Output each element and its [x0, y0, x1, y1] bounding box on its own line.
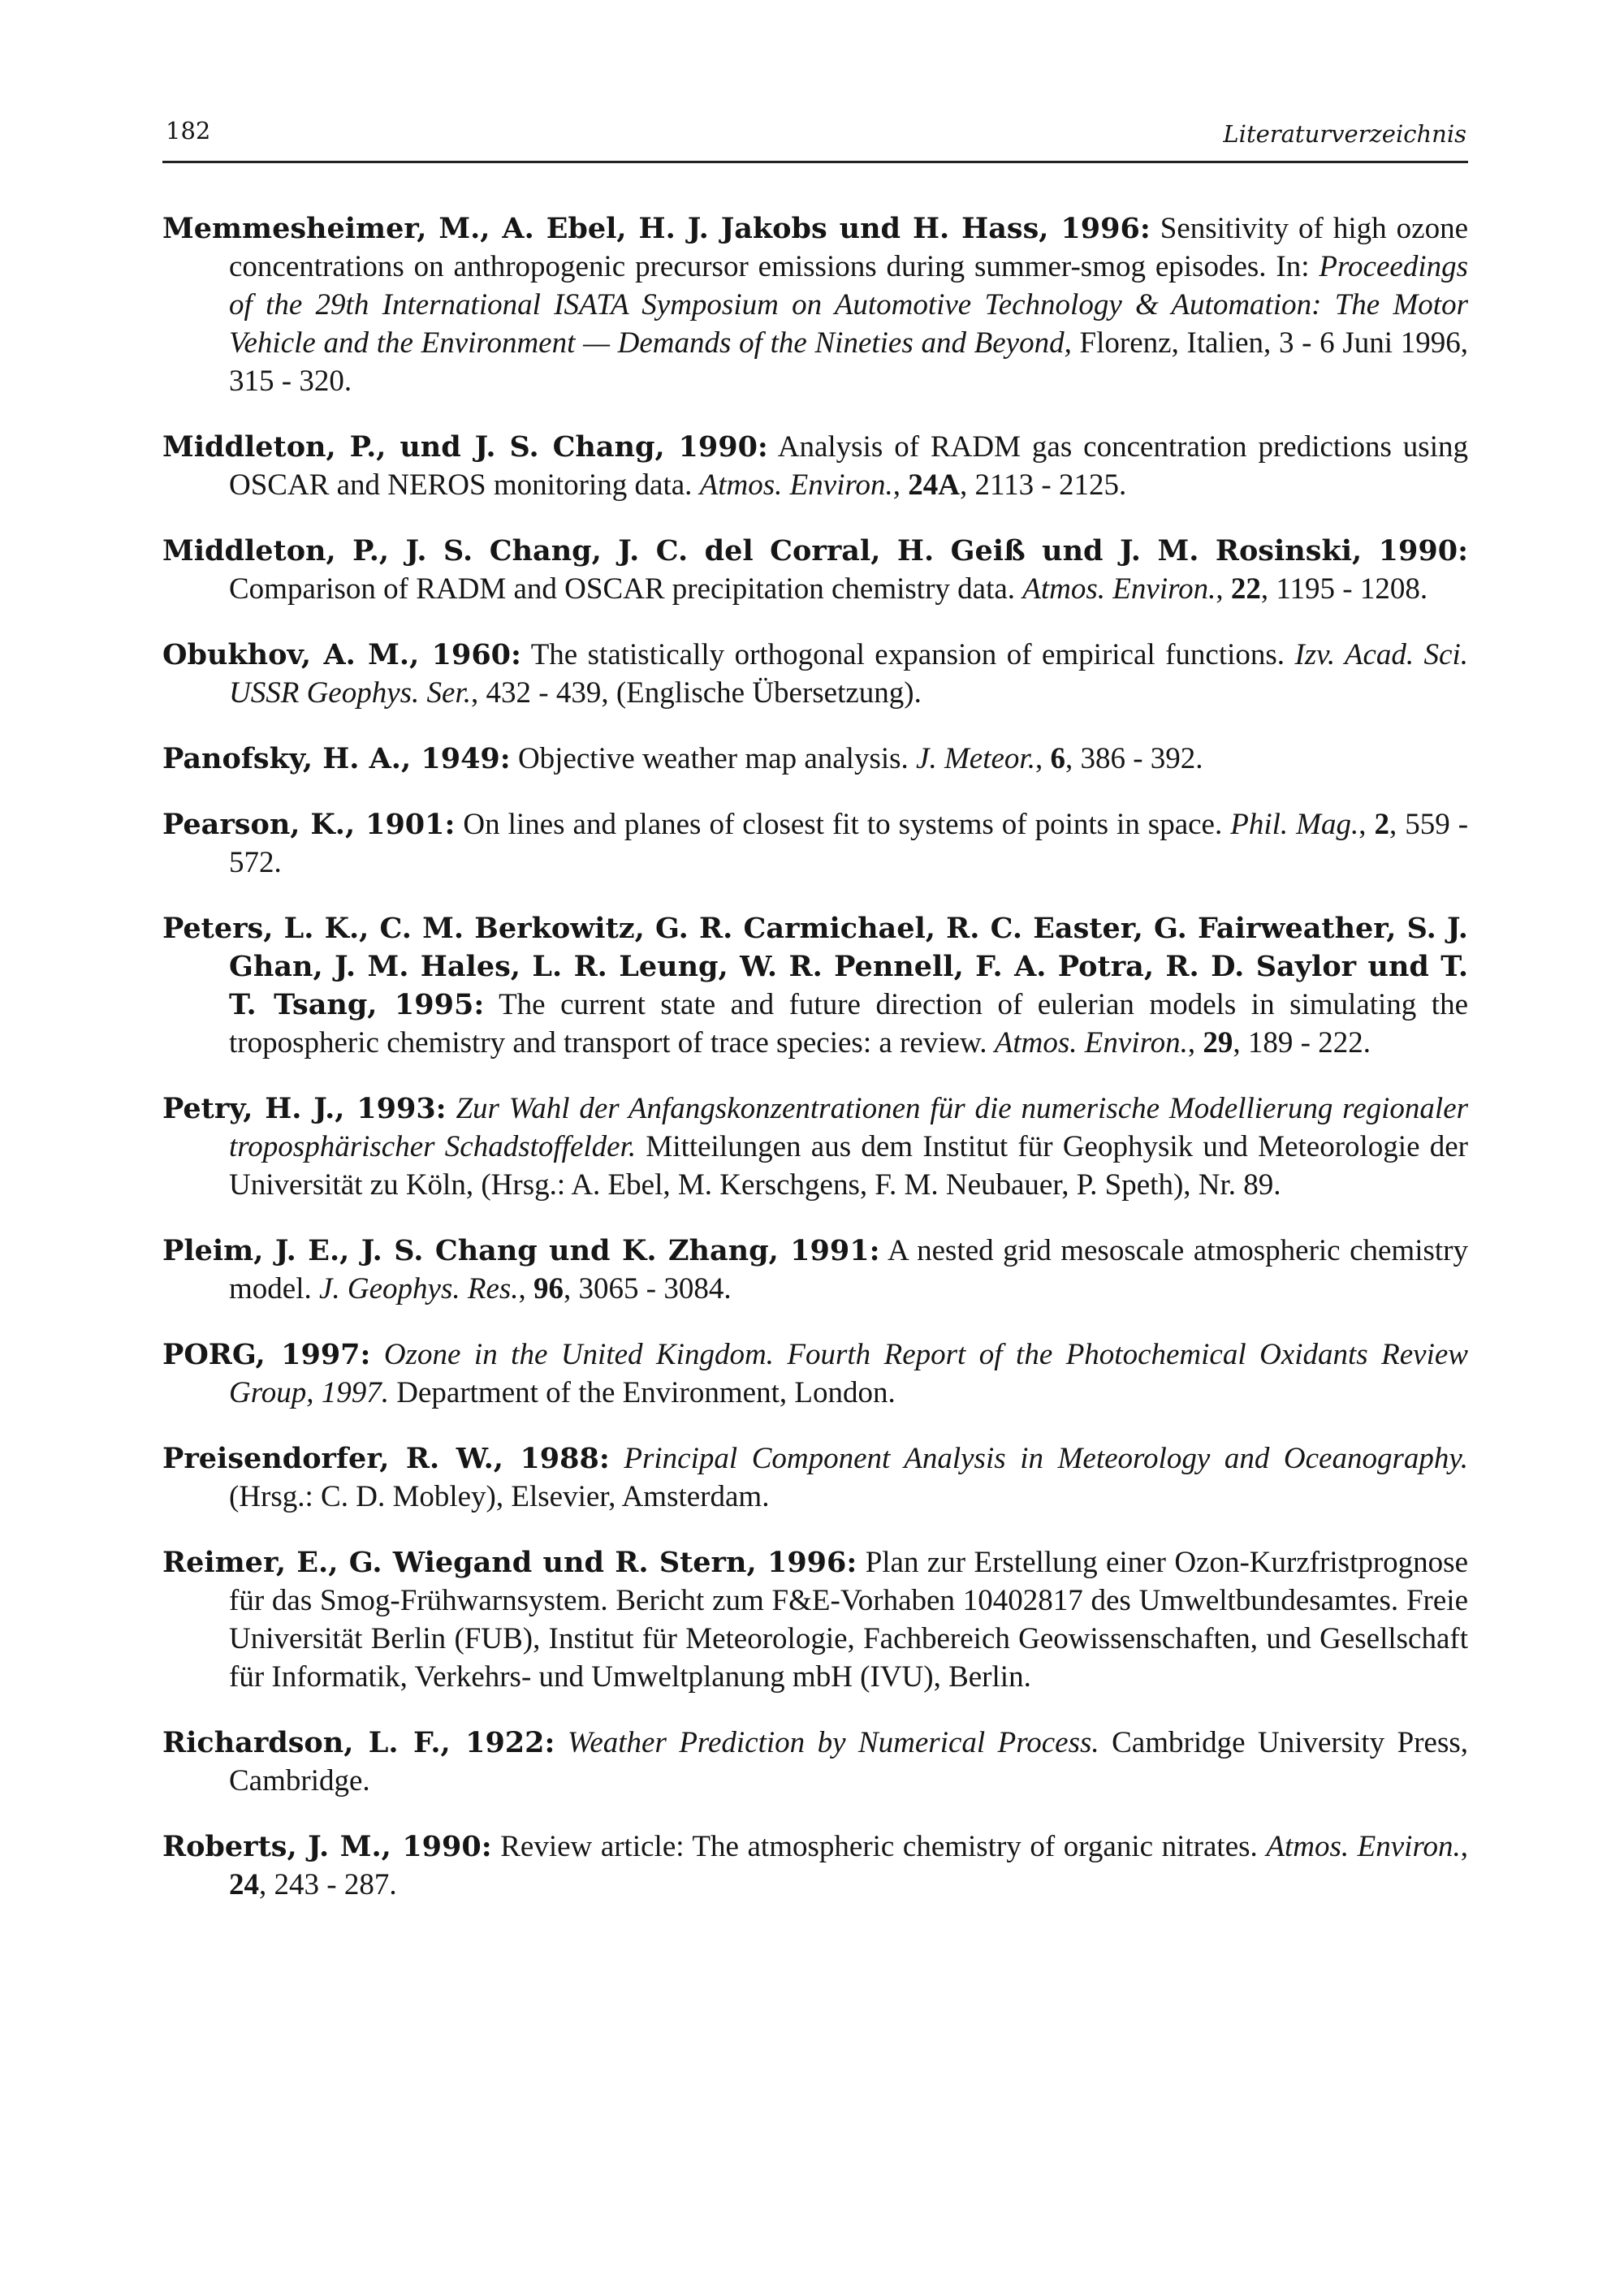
reference-text: ,: [1460, 1830, 1468, 1863]
reference-panofsky-1949: [162, 740, 1468, 778]
reference-authors: Peters, L. K., C. M. Berkowitz, G. R. Carmichael, R. C. Easter, G. Fairweather, S. J. Ghan, J. M. Hales, L. R. Leung, W. R. Pennell, F. A. Potra, R. D. Saylor und T. T. Tsang, 1995:: [162, 912, 1468, 1021]
reference-pages: , 189 - 222.: [1233, 1026, 1371, 1060]
page-header: [162, 114, 1468, 163]
reference-pages: , 386 - 392.: [1065, 742, 1203, 775]
reference-text: The current state and future direction of eulerian models in simulating the tropospheric chemistry and transport of trace species: a review.: [229, 988, 1468, 1060]
section-title: Literaturverzeichnis: [1223, 120, 1466, 148]
reference-volume: 24: [229, 1868, 259, 1901]
reference-text: Review article: The atmospheric chemistry of organic nitrates.: [491, 1830, 1267, 1863]
reference-journal: Atmos. Environ.: [994, 1026, 1188, 1060]
reference-text: A nested grid mesoscale atmospheric chemistry model.: [229, 1234, 1468, 1306]
reference-text: Mitteilungen aus dem Institut für Geophysik und Meteorologie der Universität zu Köln, (Hrsg.: A. Ebel, M. Kerschgens, F. M. Neubauer, P. Speth), Nr. 89.: [229, 1130, 1468, 1202]
reference-title: Ozone in the United Kingdom. Fourth Report of the Photochemical Oxidants Review Group, 1997.: [229, 1338, 1468, 1409]
reference-authors: Richardson, L. F., 1922:: [162, 1726, 555, 1759]
reference-text: ,: [1216, 572, 1231, 606]
reference-journal: Phil. Mag.: [1230, 808, 1359, 841]
reference-volume: 29: [1203, 1026, 1233, 1060]
reference-volume: 96: [533, 1272, 564, 1306]
reference-volume: 22: [1230, 572, 1261, 606]
reference-pages: , 432 - 439, (Englische Übersetzung).: [471, 676, 922, 710]
reference-source: Proceedings of the 29th International ISATA Symposium on Automotive Technology & Automation: The Motor Vehicle and the Environment — Demands of the Nineties and Beyond,: [229, 250, 1468, 360]
reference-middleton-chang-1990: [162, 428, 1468, 504]
reference-peters-1995: [162, 909, 1468, 1062]
reference-pleim-1991: [162, 1232, 1468, 1308]
reference-journal: J. Meteor.: [916, 742, 1035, 775]
reference-text: [555, 1726, 567, 1759]
reference-volume: 6: [1050, 742, 1065, 775]
reference-authors: Roberts, J. M., 1990:: [162, 1830, 492, 1863]
reference-title: Zur Wahl der Anfangskonzentrationen für die numerische Modellierung regionaler troposphärischer Schadstoffelder.: [229, 1092, 1469, 1163]
reference-text: Cambridge University Press, Cambridge.: [229, 1726, 1469, 1798]
reference-text: ,: [1187, 1026, 1203, 1060]
reference-text: ,: [1034, 742, 1051, 775]
reference-authors: Reimer, E., G. Wiegand und R. Stern, 1996:: [162, 1546, 857, 1579]
reference-authors: Memmesheimer, M., A. Ebel, H. J. Jakobs und H. Hass, 1996:: [162, 212, 1151, 245]
reference-porg-1997: [162, 1336, 1468, 1412]
reference-authors: Pleim, J. E., J. S. Chang und K. Zhang, 1991:: [162, 1234, 880, 1267]
reference-title: Weather Prediction by Numerical Process.: [567, 1726, 1099, 1759]
reference-obukhov-1960: [162, 636, 1468, 712]
reference-text: Comparison of RADM and OSCAR precipitation chemistry data.: [229, 572, 1023, 606]
reference-authors: Preisendorfer, R. W., 1988:: [162, 1442, 610, 1475]
reference-list: [162, 209, 1468, 1931]
reference-pages: , 243 - 287.: [259, 1868, 397, 1901]
reference-text: [610, 1442, 624, 1475]
reference-text: ,: [518, 1272, 534, 1306]
reference-journal: Atmos. Environ.: [699, 468, 893, 502]
reference-text: (Hrsg.: C. D. Mobley), Elsevier, Amsterdam.: [229, 1480, 770, 1513]
reference-pearson-1901: [162, 805, 1468, 882]
reference-authors: Panofsky, H. A., 1949:: [162, 742, 511, 775]
reference-pages: , 559 - 572.: [229, 808, 1469, 879]
reference-pages: , 2113 - 2125.: [960, 468, 1127, 502]
reference-text: Florenz, Italien, 3 - 6 Juni 1996, 315 - 320.: [229, 326, 1468, 398]
reference-text: Department of the Environment, London.: [389, 1376, 896, 1409]
reference-volume: 24A: [908, 468, 960, 502]
reference-journal: Atmos. Environ.: [1266, 1830, 1461, 1863]
reference-volume: 2: [1374, 808, 1389, 841]
reference-pages: , 3065 - 3084.: [564, 1272, 732, 1306]
reference-text: The statistically orthogonal expansion of empirical functions.: [520, 638, 1295, 671]
reference-middleton-rosinski-1990: [162, 532, 1468, 608]
reference-richardson-1922: [162, 1724, 1468, 1800]
reference-authors: PORG, 1997:: [162, 1338, 371, 1371]
reference-text: Sensitivity of high ozone concentrations on anthropogenic precursor emissions during summer-smog episodes. In:: [229, 212, 1468, 283]
reference-journal: Atmos. Environ.: [1022, 572, 1216, 606]
reference-title: Principal Component Analysis in Meteorology and Oceanography.: [624, 1442, 1469, 1475]
reference-text: Plan zur Erstellung einer Ozon-Kurzfristprognose für das Smog-Frühwarnsystem. Bericht zum F&E-Vorhaben 10402817 des Umweltbundesamtes. Freie Universität Berlin (FUB), Institut für Meteorologie, Fachbereich Geowissenschaften, und Gesellschaft für Informatik, Verkehrs- und Umweltplanung mbH (IVU), Berlin.: [229, 1546, 1468, 1694]
reference-text: ,: [892, 468, 909, 502]
reference-authors: Petry, H. J., 1993:: [162, 1092, 447, 1125]
reference-text: [370, 1338, 383, 1371]
reference-authors: Pearson, K., 1901:: [162, 808, 456, 841]
reference-text: ,: [1358, 808, 1375, 841]
reference-journal: Izv. Acad. Sci. USSR Geophys. Ser.: [229, 638, 1468, 710]
reference-roberts-1990: [162, 1828, 1468, 1904]
reference-text: Objective weather map analysis.: [510, 742, 917, 775]
reference-petry-1993: [162, 1090, 1468, 1204]
reference-text: On lines and planes of closest fit to systems of points in space.: [455, 808, 1231, 841]
reference-journal: J. Geophys. Res.: [318, 1272, 519, 1306]
reference-text: [447, 1092, 456, 1125]
reference-memmesheimer-1996: [162, 209, 1468, 400]
reference-authors: Obukhov, A. M., 1960:: [162, 638, 521, 671]
reference-authors: Middleton, P., J. S. Chang, J. C. del Corral, H. Geiß und J. M. Rosinski, 1990:: [162, 534, 1468, 568]
reference-reimer-1996: [162, 1543, 1468, 1696]
reference-authors: Middleton, P., und J. S. Chang, 1990:: [162, 430, 768, 464]
reference-text: Analysis of RADM gas concentration predictions using OSCAR and NEROS monitoring data.: [229, 430, 1468, 502]
reference-preisendorfer-1988: [162, 1439, 1468, 1516]
page-number: 182: [166, 117, 211, 145]
reference-pages: , 1195 - 1208.: [1260, 572, 1428, 606]
